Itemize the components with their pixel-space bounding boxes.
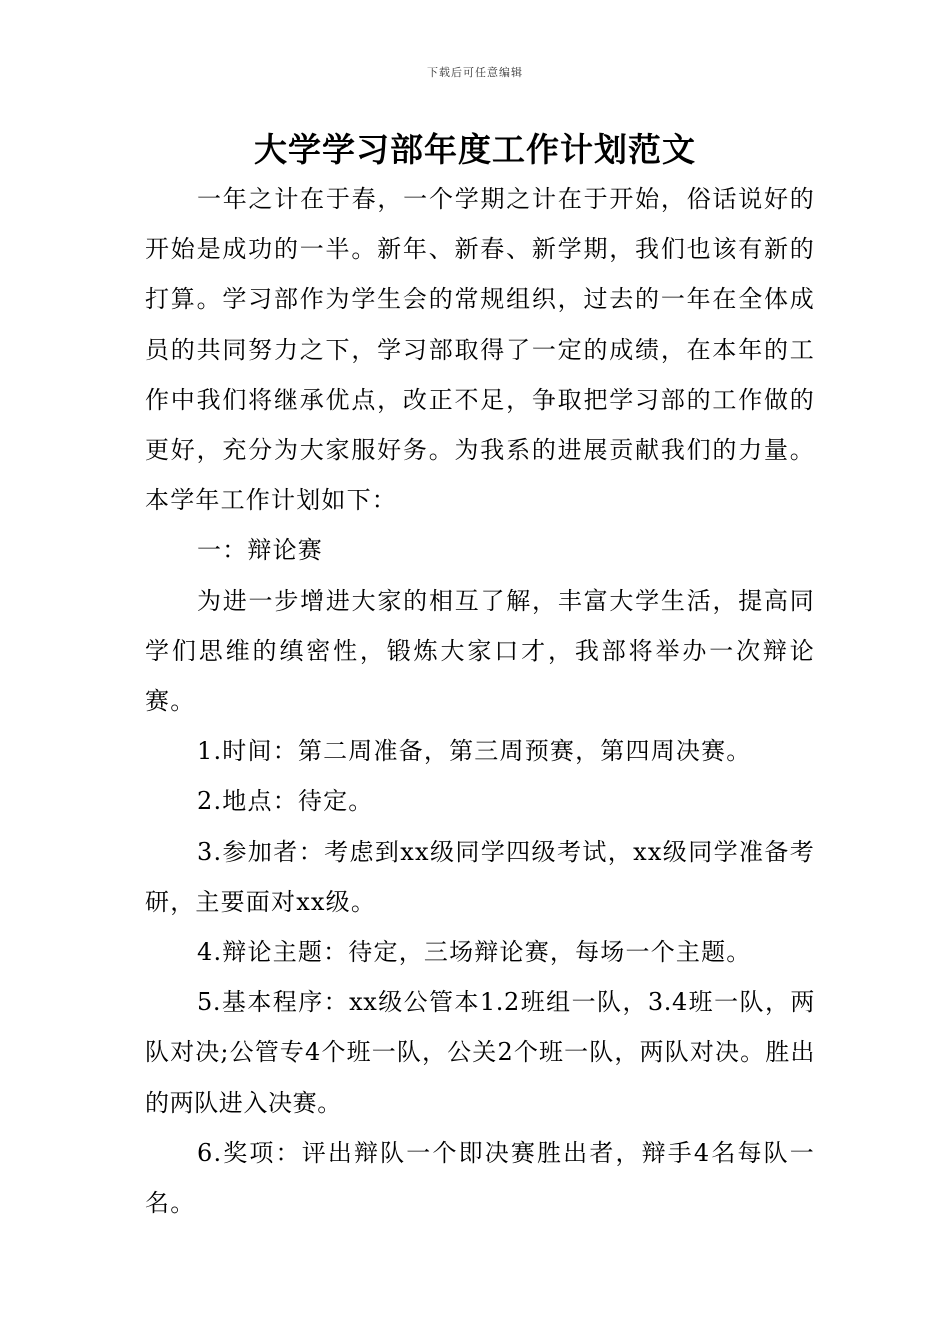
list-item-time: 1.时间：第二周准备，第三周预赛，第四周决赛。 (197, 737, 752, 766)
list-item-participants: 3.参加者：考虑到xx级同学四级考试，xx级同学准备考研，主要面对xx级。 (145, 837, 815, 916)
header-note: 下载后可任意编辑 (427, 66, 523, 79)
paragraph-intro: 一年之计在于春，一个学期之计在于开始，俗话说好的开始是成功的一半。新年、新春、新学期，我们也该有新的打算。学习部作为学生会的常规组织，过去的一年在全体成员的共同努力之下，学习部取得了一定的成绩，在本年的工作中我们将继承优点，改正不足，争取把学习部的工作做的更好，充分为大家服好务。为我系的进展贡献我们的力量。本学年工作计划如下： (145, 185, 815, 515)
paragraph-debate-purpose: 为进一步增进大家的相互了解，丰富大学生活，提高同学们思维的缜密性，锻炼大家口才，我部将举办一次辩论赛。 (145, 586, 815, 716)
section-heading-debate: 一：辩论赛 (197, 536, 323, 565)
list-item-awards: 6.奖项：评出辩队一个即决赛胜出者，辩手4名每队一名。 (145, 1138, 815, 1218)
document-title: 大学学习部年度工作计划范文 (254, 130, 696, 169)
list-item-location: 2.地点：待定。 (197, 787, 374, 816)
list-item-procedure: 5.基本程序：xx级公管本1.2班组一队，3.4班一队，两队对决;公管专4个班一队，公关2个班一队，两队对决。胜出的两队进入决赛。 (145, 988, 815, 1117)
document-body (145, 174, 815, 1228)
list-item-topics: 4.辩论主题：待定，三场辩论赛，每场一个主题。 (197, 938, 752, 967)
